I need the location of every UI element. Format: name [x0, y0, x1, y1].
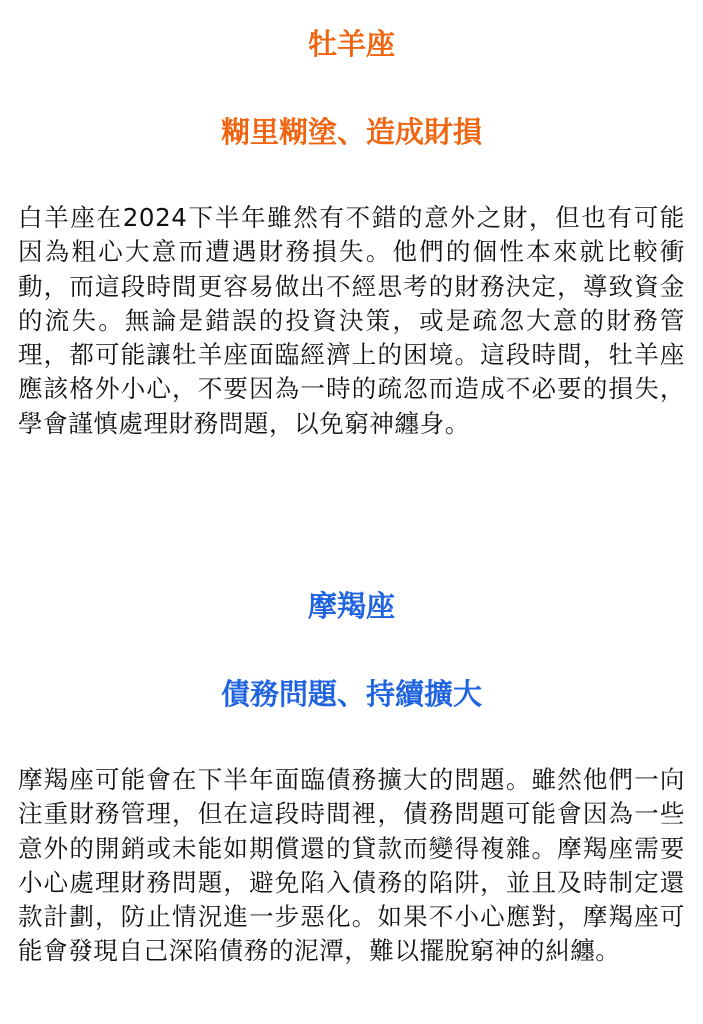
capricorn-headline: 債務問題、持續擴大 [220, 677, 482, 711]
aries-body-text: 白羊座在2024下半年雖然有不錯的意外之財，但也有可能因為粗心大意而遭遇財務損失。他們的個性本來就比較衝動，而這段時間更容易做出不經思考的財務決定，導致資金的流失。無論是錯誤的投資決策，或是疏忽大意的財務管理，都可能讓牡羊座面臨經濟上的困境。這段時間，牡羊座應該格外小心，不要因為一時的疏忽而造成不必要的損失，學會謹慎處理財務問題，以免窮神纏身。 [18, 203, 685, 438]
capricorn-body-text: 摩羯座可能會在下半年面臨債務擴大的問題。雖然他們一向注重財務管理，但在這段時間裡，債務問題可能會因為一些意外的開銷或未能如期償還的貸款而變得複雜。摩羯座需要小心處理財務問題，避免陷入債務的陷阱，並且及時制定還款計劃，防止情況進一步惡化。如果不小心應對，摩羯座可能會發現自己深陷債務的泥潭，難以擺脫窮神的糾纏。 [18, 765, 685, 966]
capricorn-sign-title: 摩羯座 [307, 589, 395, 623]
aries-section [18, 22, 685, 441]
aries-sign-title: 牡羊座 [307, 27, 395, 61]
capricorn-section [18, 584, 685, 969]
aries-headline: 糊里糊塗、造成財損 [220, 115, 482, 149]
